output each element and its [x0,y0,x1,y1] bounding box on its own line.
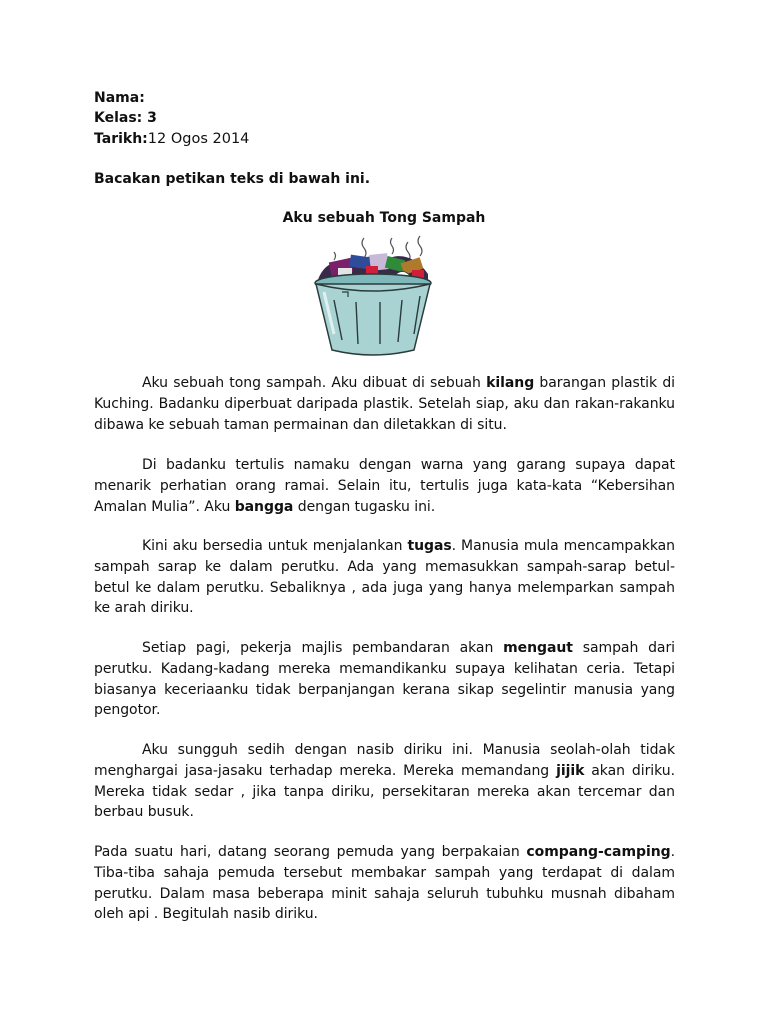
paragraph-2 [94,455,675,517]
paragraph-3 [94,536,675,619]
class-value: 3 [147,110,157,126]
paragraph-4-text-end: sampah dari perutku. Kadang-kadang mereka memandikanku supaya kelihatan ceria. Tetapi biasanya keceriaanku tidak berpanjangan kerana sikap segelintir manusia yang pengotor. [94,640,675,719]
paragraph-1-text: Aku sebuah tong sampah. Aku dibuat di sebuah [142,375,487,391]
story-title [0,210,768,226]
class-row [94,108,157,129]
class-label: Kelas: [94,110,143,126]
paragraph-3-text-end: . Manusia mula mencampakkan sampah sarap ke dalam perutku. Ada yang memasukkan sampah-sarap betul-betul ke dalam perutku. Sebaliknya , ada juga yang hanya melemparkan sampah ke arah diriku. [94,538,675,617]
name-row [94,88,145,109]
paragraph-6 [94,842,675,925]
paragraph-1 [94,373,675,435]
paragraph-5-text-end: akan diriku. Mereka tidak sedar , jika tanpa diriku, persekitaran mereka akan tercemar dan berbau busuk. [94,762,675,821]
keyword-jijik: jijik [556,762,585,779]
date-label: Tarikh: [94,131,148,147]
keyword-bangga: bangga [234,498,294,515]
paragraph-2-text: Di badanku tertulis namaku dengan warna yang garang supaya dapat menarik perhatian orang ramai. Selain itu, tertulis juga kata-kata “Kebersihan Amalan Mulia”. Aku [94,457,675,515]
instruction-text: Bacakan petikan teks di bawah ini. [94,171,371,187]
paragraph-1-text-end: barangan plastik di Kuching. Badanku diperbuat daripada plastik. Setelah siap, aku dan rakan-rakanku dibawa ke sebuah taman permainan dan diletakkan di situ. [94,375,675,433]
paragraph-4 [94,638,675,721]
keyword-compang-camping: compang-camping [526,844,671,860]
paragraph-5 [94,740,675,823]
paragraph-6-text-end: . Tiba-tiba sahaja pemuda tersebut membakar sampah yang terdapat di dalam perutku. Dalam masa beberapa minit sahaja seluruh tubuhku musnah dibaham oleh api . Begitulah nasib diriku. [94,844,675,923]
trash-can-icon [304,234,442,362]
date-row [94,129,249,150]
paragraph-2-text-end: dengan tugasku ini. [293,498,436,515]
paragraph-5-text: Aku sungguh sedih dengan nasib diriku ini. Manusia seolah-olah tidak menghargai jasa-jasaku terhadap mereka. Mereka memandang [94,742,675,779]
paragraph-3-text: Kini aku bersedia untuk menjalankan [142,538,408,554]
story-title-text: Aku sebuah Tong Sampah [282,210,486,226]
name-label: Nama: [94,90,145,106]
keyword-kilang: kilang [486,375,535,391]
date-value: 12 Ogos 2014 [147,131,250,147]
keyword-mengaut: mengaut [503,640,573,656]
paragraph-4-text: Setiap pagi, pekerja majlis pembandaran akan [142,640,504,656]
paragraph-6-text: Pada suatu hari, datang seorang pemuda yang berpakaian [94,844,527,860]
keyword-tugas: tugas [407,538,452,554]
